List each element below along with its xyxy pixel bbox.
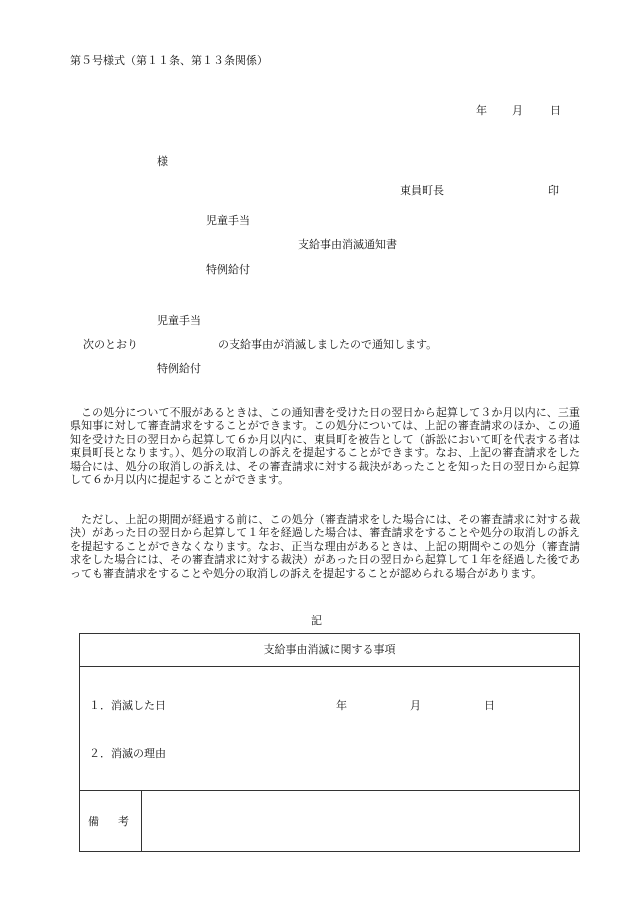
ki-label: 記 xyxy=(311,614,322,627)
title-option-special-benefit: 特例給付 xyxy=(206,263,250,276)
document-title: 支給事由消滅通知書 xyxy=(298,238,397,251)
title-option-child-allowance: 児童手当 xyxy=(206,214,250,227)
notice-option-special-benefit: 特例給付 xyxy=(157,362,201,375)
extinguished-date-label: １．消滅した日 xyxy=(89,699,166,712)
recipient-honorific: 様 xyxy=(157,155,168,168)
extinguished-date-day: 日 xyxy=(484,699,495,712)
date-month-label: 月 xyxy=(512,104,523,117)
remarks-row xyxy=(80,790,579,852)
extinguished-date-year: 年 xyxy=(336,699,347,712)
notice-prefix: 次のとおり xyxy=(83,338,138,351)
date-year-label: 年 xyxy=(476,104,487,117)
table-header xyxy=(80,634,579,667)
extinguished-reason-label: ２．消滅の理由 xyxy=(89,747,166,760)
details-table xyxy=(79,633,580,852)
notice-option-child-allowance: 児童手当 xyxy=(157,314,201,327)
appeal-paragraph-1: この処分について不服があるときは、この通知書を受けた日の翌日から起算して３か月以内に、三重県知事に対して審査請求をすることができます。この処分については、上記の審査請求のほか、この通知を受けた日の翌日から起算して６か月以内に、東員町を被告として（訴訟において町を代表する者は東員町長となります。）、処分の取消しの訴えを提起することができます。なお、上記の審査請求をした場合には、処分の取消しの訴えは、その審査請求に対する裁決があったことを知った日の翌日から起算して６か月以内に提起することができます。 xyxy=(70,406,580,487)
remarks-label: 備 考 xyxy=(80,791,142,852)
appeal-paragraph-2: ただし、上記の期間が経過する前に、この処分（審査請求をした場合には、その審査請求に対する裁決）があった日の翌日から起算して１年を経過した場合は、審査請求をすることや処分の取消しの訴えを提起することができなくなります。なお、正当な理由があるときは、上記の期間やこの処分（審査請求をした場合には、その審査請求に対する裁決）があった日の翌日から起算して１年を経過した後であっても審査請求をすることや処分の取消しの訴えを提起することが認められる場合があります。 xyxy=(70,513,580,580)
table-header-text: 支給事由消滅に関する事項 xyxy=(263,643,396,657)
seal-mark: 印 xyxy=(548,184,559,197)
extinguished-date-month: 月 xyxy=(410,699,421,712)
notice-suffix: の支給事由が消滅しましたので通知します。 xyxy=(218,338,438,351)
issuer-name: 東員町長 xyxy=(400,184,444,197)
date-day-label: 日 xyxy=(550,104,561,117)
form-header: 第５号様式（第１１条、第１３条関係） xyxy=(70,54,268,67)
